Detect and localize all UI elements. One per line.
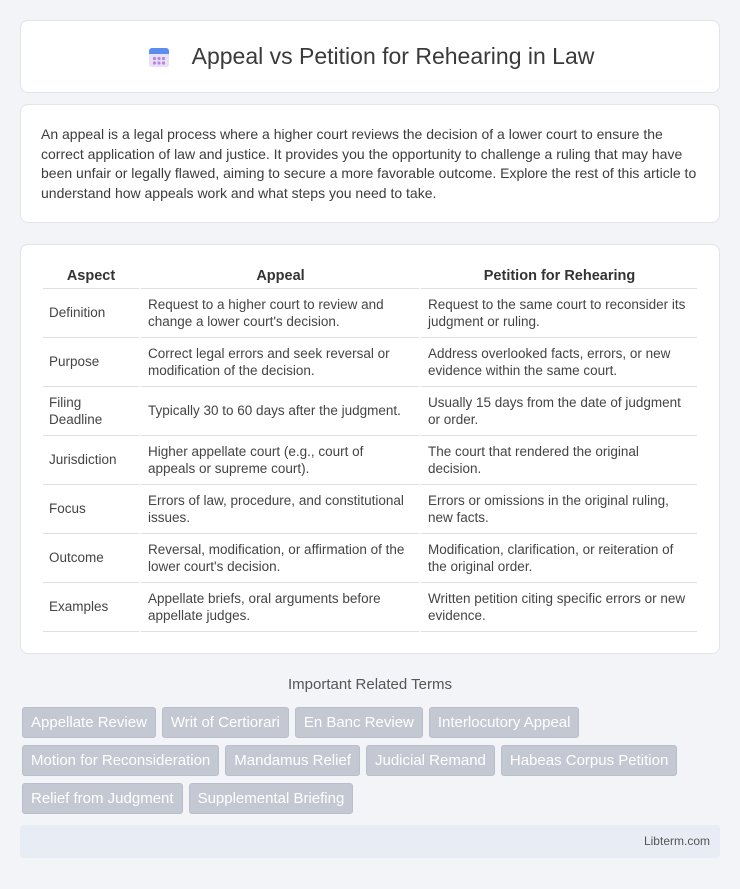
related-terms-heading: Important Related Terms [288, 676, 452, 693]
cell-petition: Address overlooked facts, errors, or new evidence within the same court. [419, 338, 697, 387]
column-header-aspect: Aspect [43, 265, 139, 289]
page-title: Appeal vs Petition for Rehearing in Law [191, 43, 595, 69]
cell-aspect: Jurisdiction [43, 436, 139, 485]
cell-appeal: Request to a higher court to review and change a lower court's decision. [139, 289, 419, 338]
comparison-table [43, 265, 697, 632]
table-row [43, 436, 697, 485]
tag-appellate-review[interactable]: Appellate Review [22, 707, 156, 738]
header [21, 21, 719, 92]
table-row [43, 289, 697, 338]
cell-aspect: Outcome [43, 534, 139, 583]
cell-aspect: Definition [43, 289, 139, 338]
cell-aspect: Examples [43, 583, 139, 632]
cell-appeal: Errors of law, procedure, and constitutional issues. [139, 485, 419, 534]
cell-appeal: Higher appellate court (e.g., court of appeals or supreme court). [139, 436, 419, 485]
footer-site-link[interactable]: Libterm.com [643, 834, 710, 848]
tag-supplemental-briefing[interactable]: Supplemental Briefing [189, 783, 354, 814]
related-terms-list [22, 707, 722, 821]
cell-petition: Errors or omissions in the original ruling, new facts. [419, 485, 697, 534]
table-row [43, 485, 697, 534]
cell-petition: Modification, clarification, or reiteration of the original order. [419, 534, 697, 583]
footer [20, 825, 720, 858]
cell-appeal: Correct legal errors and seek reversal or modification of the decision. [139, 338, 419, 387]
cell-petition: Usually 15 days from the date of judgment or order. [419, 387, 697, 436]
cell-appeal: Appellate briefs, oral arguments before appellate judges. [139, 583, 419, 632]
tag-relief-from-judgment[interactable]: Relief from Judgment [22, 783, 183, 814]
tag-habeas-corpus-petition[interactable]: Habeas Corpus Petition [501, 745, 677, 776]
column-header-appeal: Appeal [139, 265, 419, 289]
calendar-icon [146, 44, 172, 70]
cell-aspect: Filing Deadline [43, 387, 139, 436]
cell-aspect: Focus [43, 485, 139, 534]
comparison-card [20, 244, 720, 654]
table-row [43, 534, 697, 583]
table-row [43, 338, 697, 387]
cell-petition: The court that rendered the original decision. [419, 436, 697, 485]
tag-en-banc-review[interactable]: En Banc Review [295, 707, 423, 738]
cell-appeal: Reversal, modification, or affirmation of the lower court's decision. [139, 534, 419, 583]
tag-motion-for-reconsideration[interactable]: Motion for Reconsideration [22, 745, 219, 776]
header-card [20, 20, 720, 93]
cell-aspect: Purpose [43, 338, 139, 387]
tag-interlocutory-appeal[interactable]: Interlocutory Appeal [429, 707, 580, 738]
table-row [43, 583, 697, 632]
table-header-row [43, 265, 697, 289]
tag-judicial-remand[interactable]: Judicial Remand [366, 745, 495, 776]
cell-petition: Written petition citing specific errors or new evidence. [419, 583, 697, 632]
column-header-petition: Petition for Rehearing [419, 265, 697, 289]
table-row [43, 387, 697, 436]
tag-writ-of-certiorari[interactable]: Writ of Certiorari [162, 707, 289, 738]
intro-paragraph: An appeal is a legal process where a higher court reviews the decision of a lower court to ensure the correct application of law and justice. It provides you the opportunity to challenge a ruling that may have been unfair or legally flawed, aiming to secure a more favorable outcome. Explore the rest of this article to understand how appeals work and what steps you need to take. [41, 126, 697, 201]
cell-petition: Request to the same court to reconsider its judgment or ruling. [419, 289, 697, 338]
intro-card [20, 104, 720, 223]
tag-mandamus-relief[interactable]: Mandamus Relief [225, 745, 360, 776]
cell-appeal: Typically 30 to 60 days after the judgment. [139, 387, 419, 436]
